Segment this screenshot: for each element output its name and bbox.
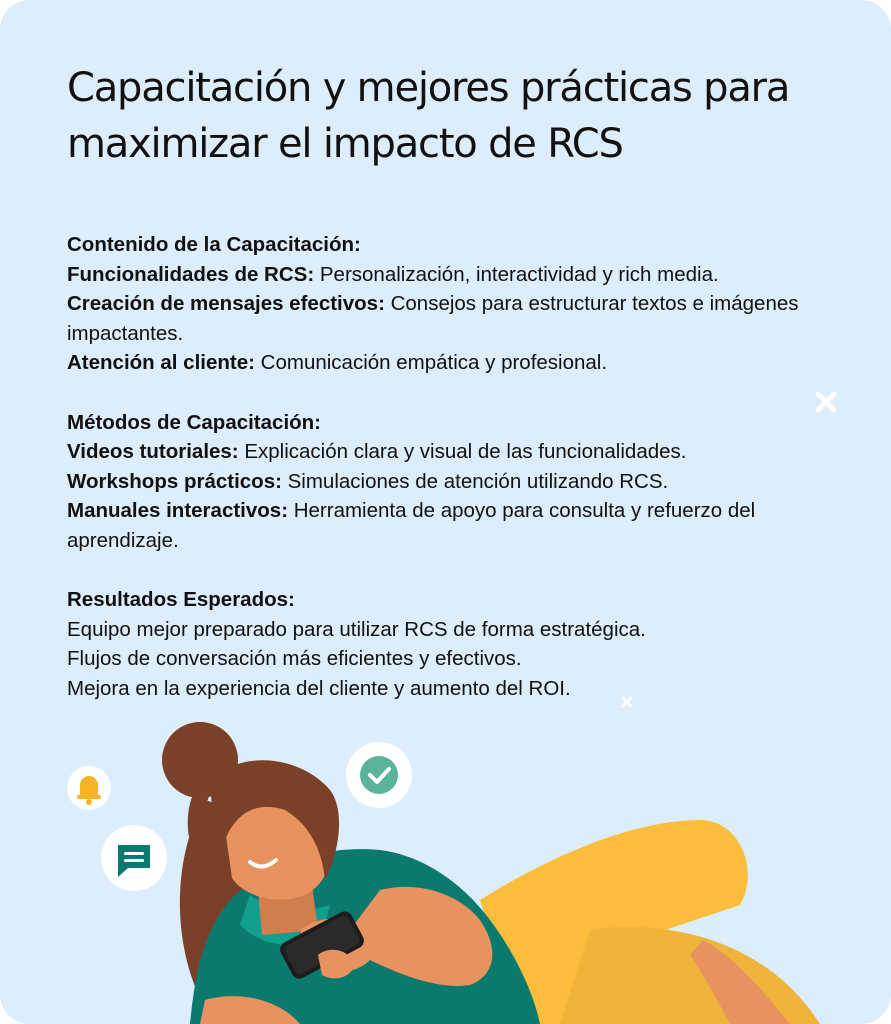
chat-message-icon [101, 825, 167, 891]
list-item [67, 437, 827, 467]
list-item [67, 496, 827, 555]
list-item [67, 467, 827, 497]
content-body [67, 230, 827, 704]
result-line: Equipo mejor preparado para utilizar RCS de forma estratégica. [67, 617, 646, 641]
item-text: Personalización, interactividad y rich media. [314, 262, 719, 286]
item-label: Creación de mensajes efectivos: [67, 292, 385, 316]
sparkle-icon [813, 389, 839, 415]
list-item [67, 289, 827, 348]
result-line: Mejora en la experiencia del cliente y aumento del ROI. [67, 676, 571, 700]
list-item [67, 260, 827, 290]
section-heading-resultados: Resultados Esperados: [67, 588, 295, 612]
item-label: Atención al cliente: [67, 351, 255, 375]
item-text: Explicación clara y visual de las funcionalidades. [238, 440, 687, 464]
list-item [67, 348, 827, 378]
result-line: Flujos de conversación más eficientes y efectivos. [67, 647, 522, 671]
bell-icon [67, 766, 111, 810]
woman-with-phone-illustration [0, 700, 891, 1024]
item-label: Workshops prácticos: [67, 469, 282, 493]
section-heading-contenido: Contenido de la Capacitación: [67, 233, 361, 256]
check-circle-icon [346, 742, 412, 808]
item-text: Herramienta de apoyo para consulta y refuerzo del aprendizaje. [67, 499, 756, 552]
section-heading-metodos: Métodos de Capacitación: [67, 410, 322, 434]
item-label: Videos tutoriales: [67, 440, 239, 464]
page-title: Capacitación y mejores prácticas para maximizar el impacto de RCS [67, 65, 790, 167]
item-text: Comunicación empática y profesional. [254, 351, 608, 375]
item-label: Manuales interactivos: [67, 499, 289, 523]
item-label: Funcionalidades de RCS: [67, 262, 315, 286]
item-text: Simulaciones de atención utilizando RCS. [281, 469, 669, 493]
item-text: Consejos para estructurar textos e imágenes impactantes. [67, 292, 799, 345]
